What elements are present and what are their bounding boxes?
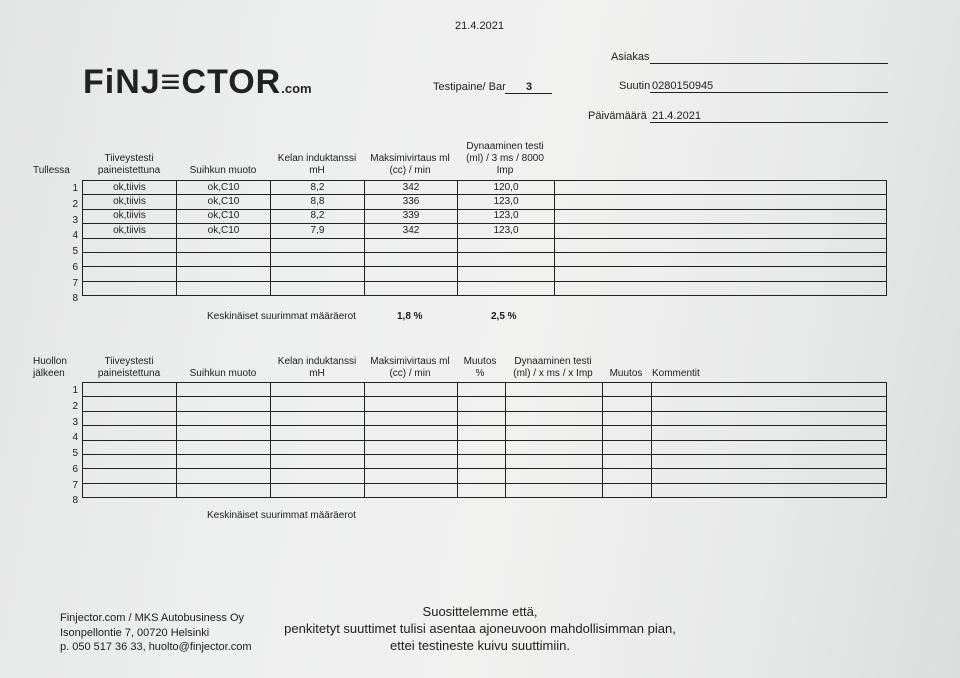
table1-grid — [82, 180, 887, 296]
recommendation-line3: ettei testineste kuivu suuttimiin. — [390, 638, 570, 653]
table1-cell: ok,tiivis — [83, 195, 177, 209]
t1-header-dynaaminen: Dynaaminen testi (ml) / 3 ms / 8000 Imp — [466, 141, 544, 176]
table1-row — [83, 238, 887, 252]
table2-cell — [458, 383, 506, 397]
table1-row-number: 1 — [72, 183, 78, 194]
t1-header-kelan-induktanssi: Kelan induktanssi mH — [277, 153, 357, 176]
testipaine-label: Testipaine/ Bar — [433, 81, 506, 93]
table2-cell — [271, 469, 365, 483]
table2-row — [83, 483, 887, 497]
table1-cell: ok,C10 — [177, 224, 271, 238]
top-date: 21.4.2021 — [455, 20, 504, 32]
testipaine-underline — [505, 93, 552, 94]
t2-header-suihkun-muoto: Suihkun muoto — [189, 368, 257, 379]
table1-cell: 8,2 — [271, 209, 365, 223]
table2-cell — [458, 469, 506, 483]
table1-cell — [271, 252, 365, 266]
table2-cell — [271, 397, 365, 411]
table1-row-number: 7 — [72, 277, 78, 289]
table2-cell — [458, 397, 506, 411]
table2-cell — [603, 454, 652, 468]
table1-row — [83, 195, 887, 209]
t2-header-dynaaminen: Dynaaminen testi (ml) / x ms / x Imp — [513, 356, 593, 379]
table1-cell: 339 — [365, 209, 458, 223]
table2-row — [83, 426, 887, 440]
table1-cell — [177, 238, 271, 252]
asiakas-field — [650, 63, 888, 64]
table1-cell — [83, 252, 177, 266]
table1-cell: 7,9 — [271, 224, 365, 238]
table1-cell — [365, 267, 458, 281]
table2-cell — [603, 426, 652, 440]
t1-header-tiiveystesti: Tiiveystesti paineistettuna — [97, 153, 161, 176]
table1-cell: 342 — [365, 224, 458, 238]
table2-cell — [506, 483, 603, 497]
table2-cell — [83, 483, 177, 497]
table1-diff-label: Keskinäiset suurimmat määräerot — [207, 311, 356, 322]
table2-cell — [652, 411, 887, 425]
table1-cell — [458, 281, 555, 295]
table1-side-label: Tullessa — [33, 165, 70, 176]
table2-cell — [83, 426, 177, 440]
table1-row-number: 6 — [72, 261, 78, 273]
table2-grid — [82, 382, 887, 498]
table2-cell — [365, 440, 458, 454]
table1-cell — [177, 252, 271, 266]
table1-cell — [555, 238, 887, 252]
table1-row-number: 5 — [72, 246, 78, 257]
table1-cell: ok,tiivis — [83, 181, 177, 195]
table1-row — [83, 209, 887, 223]
table2-cell — [177, 411, 271, 425]
table2-row-number: 3 — [72, 416, 78, 428]
table1-cell — [177, 281, 271, 295]
table1-cell — [458, 267, 555, 281]
table2-cell — [83, 440, 177, 454]
table2-cell — [271, 411, 365, 425]
table2-cell — [603, 469, 652, 483]
table2-cell — [603, 397, 652, 411]
table1-row — [83, 281, 887, 295]
table1-cell — [365, 238, 458, 252]
t2-header-muutos: Muutos — [609, 368, 643, 379]
table1-row — [83, 181, 887, 195]
table1-cell — [458, 252, 555, 266]
paivamaara-underline — [650, 122, 888, 123]
table2-cell — [271, 440, 365, 454]
table1-cell: ok,tiivis — [83, 209, 177, 223]
table2-row-number: 8 — [72, 495, 78, 507]
table2-cell — [458, 426, 506, 440]
testipaine-value: 3 — [526, 81, 533, 93]
table2-cell — [652, 454, 887, 468]
table2-cell — [271, 483, 365, 497]
table2-diff-label: Keskinäiset suurimmat määräerot — [207, 510, 356, 521]
table1-row — [83, 267, 887, 281]
table2-cell — [177, 426, 271, 440]
table1-cell: 123,0 — [458, 209, 555, 223]
table2-cell — [271, 383, 365, 397]
table2-row-number: 5 — [72, 448, 78, 459]
table2-cell — [652, 383, 887, 397]
table1-cell: 342 — [365, 181, 458, 195]
table2-cell — [177, 483, 271, 497]
table1-cell: 8,8 — [271, 195, 365, 209]
table2-row — [83, 397, 887, 411]
table1-cell — [555, 209, 887, 223]
recommendation-line2: penkitetyt suuttimet tulisi asentaa ajoneuvoon mahdollisimman pian, — [284, 621, 676, 636]
suutin-value: 0280150945 — [652, 80, 714, 92]
paivamaara-label: Päivämäärä — [588, 110, 647, 122]
t2-header-maksimivirtaus: Maksimivirtaus ml (cc) / min — [370, 356, 450, 379]
table1-cell: ok,C10 — [177, 209, 271, 223]
table2-row-number: 4 — [72, 432, 78, 444]
table2-cell — [506, 454, 603, 468]
table2-cell — [83, 397, 177, 411]
table1-cell: ok,C10 — [177, 195, 271, 209]
paivamaara-value: 21.4.2021 — [652, 110, 701, 122]
table2-row — [83, 454, 887, 468]
recommendation-line1: Suosittelemme että, — [422, 604, 538, 619]
table2-cell — [458, 483, 506, 497]
table2-cell — [506, 469, 603, 483]
suutin-label: Suutin — [619, 80, 651, 92]
table2-cell — [652, 397, 887, 411]
t1-header-maksimivirtaus: Maksimivirtaus ml (cc) / min — [370, 153, 450, 176]
table2-cell — [365, 454, 458, 468]
asiakas-label: Asiakas — [611, 51, 650, 63]
table1-row-number: 2 — [72, 198, 78, 210]
table1-cell: 120,0 — [458, 181, 555, 195]
table2-row — [83, 411, 887, 425]
table1-cell — [555, 224, 887, 238]
table2-cell — [506, 440, 603, 454]
table2-cell — [603, 483, 652, 497]
table2-cell — [458, 454, 506, 468]
table2-cell — [271, 454, 365, 468]
table1-row — [83, 224, 887, 238]
table2-cell — [506, 426, 603, 440]
table1-cell — [555, 252, 887, 266]
table2-row-number: 2 — [72, 400, 78, 412]
table2-cell — [458, 411, 506, 425]
table2-cell — [458, 440, 506, 454]
table2-cell — [365, 426, 458, 440]
table1-cell — [458, 238, 555, 252]
table2-cell — [83, 469, 177, 483]
logo-main: FiNJ≡CTOR — [83, 63, 282, 101]
table1-cell — [83, 267, 177, 281]
table1-cell — [271, 281, 365, 295]
table2-cell — [603, 383, 652, 397]
table1-cell — [271, 267, 365, 281]
t2-header-kelan-induktanssi: Kelan induktanssi mH — [277, 356, 357, 379]
table1-diff-dyn: 2,5 % — [491, 311, 517, 322]
table2-cell — [365, 483, 458, 497]
table2-cell — [652, 426, 887, 440]
table2-cell — [365, 411, 458, 425]
table1-cell — [555, 195, 887, 209]
table1-row-number: 8 — [72, 293, 78, 305]
table2-cell — [506, 411, 603, 425]
table2-cell — [652, 469, 887, 483]
footer-company: Finjector.com / MKS Autobusiness Oy — [60, 612, 245, 624]
t2-header-muutos-percent: Muutos % — [463, 356, 497, 379]
table2-cell — [652, 440, 887, 454]
table1-cell — [365, 281, 458, 295]
table2-cell — [603, 440, 652, 454]
table1-cell — [555, 267, 887, 281]
table2-cell — [177, 397, 271, 411]
t2-header-kommentit: Kommentit — [652, 368, 700, 379]
table2-cell — [177, 469, 271, 483]
t2-header-tiiveystesti: Tiiveystesti paineistettuna — [97, 356, 161, 379]
table2-cell — [83, 454, 177, 468]
table2-row — [83, 440, 887, 454]
table1-cell — [83, 238, 177, 252]
footer-contact: p. 050 517 36 33, huolto@finjector.com — [60, 641, 252, 653]
table2-cell — [271, 426, 365, 440]
table1-cell — [365, 252, 458, 266]
table1-row — [83, 252, 887, 266]
table1-cell: ok,C10 — [177, 181, 271, 195]
table2-cell — [83, 383, 177, 397]
table2-cell — [603, 411, 652, 425]
table1-cell — [555, 181, 887, 195]
table1-cell — [83, 281, 177, 295]
table1-cell: 123,0 — [458, 224, 555, 238]
table1-row-number: 3 — [72, 214, 78, 226]
table2-cell — [506, 397, 603, 411]
table1-cell: 8,2 — [271, 181, 365, 195]
table2-cell — [83, 411, 177, 425]
table2-cell — [365, 469, 458, 483]
table1-cell: ok,tiivis — [83, 224, 177, 238]
finjector-logo — [83, 62, 312, 109]
table1-cell: 336 — [365, 195, 458, 209]
t1-header-suihkun-muoto: Suihkun muoto — [189, 165, 257, 176]
suutin-underline — [650, 92, 888, 93]
table1-cell — [271, 238, 365, 252]
table2-row-number: 7 — [72, 479, 78, 491]
footer-address: Isonpellontie 7, 00720 Helsinki — [60, 627, 210, 639]
table2-cell — [506, 383, 603, 397]
table2-cell — [177, 454, 271, 468]
table1-cell: 123,0 — [458, 195, 555, 209]
logo-suffix: .com — [281, 81, 312, 96]
table1-cell — [177, 267, 271, 281]
table2-cell — [177, 440, 271, 454]
table2-cell — [365, 383, 458, 397]
table1-cell — [555, 281, 887, 295]
table2-cell — [177, 383, 271, 397]
table1-diff-flow: 1,8 % — [397, 311, 423, 322]
table2-row — [83, 383, 887, 397]
table2-row — [83, 469, 887, 483]
table2-row-number: 6 — [72, 463, 78, 475]
table2-cell — [365, 397, 458, 411]
table2-cell — [652, 483, 887, 497]
table1-row-number: 4 — [72, 230, 78, 242]
table2-side-label: Huollon jälkeen — [33, 356, 67, 379]
table2-row-number: 1 — [72, 385, 78, 396]
